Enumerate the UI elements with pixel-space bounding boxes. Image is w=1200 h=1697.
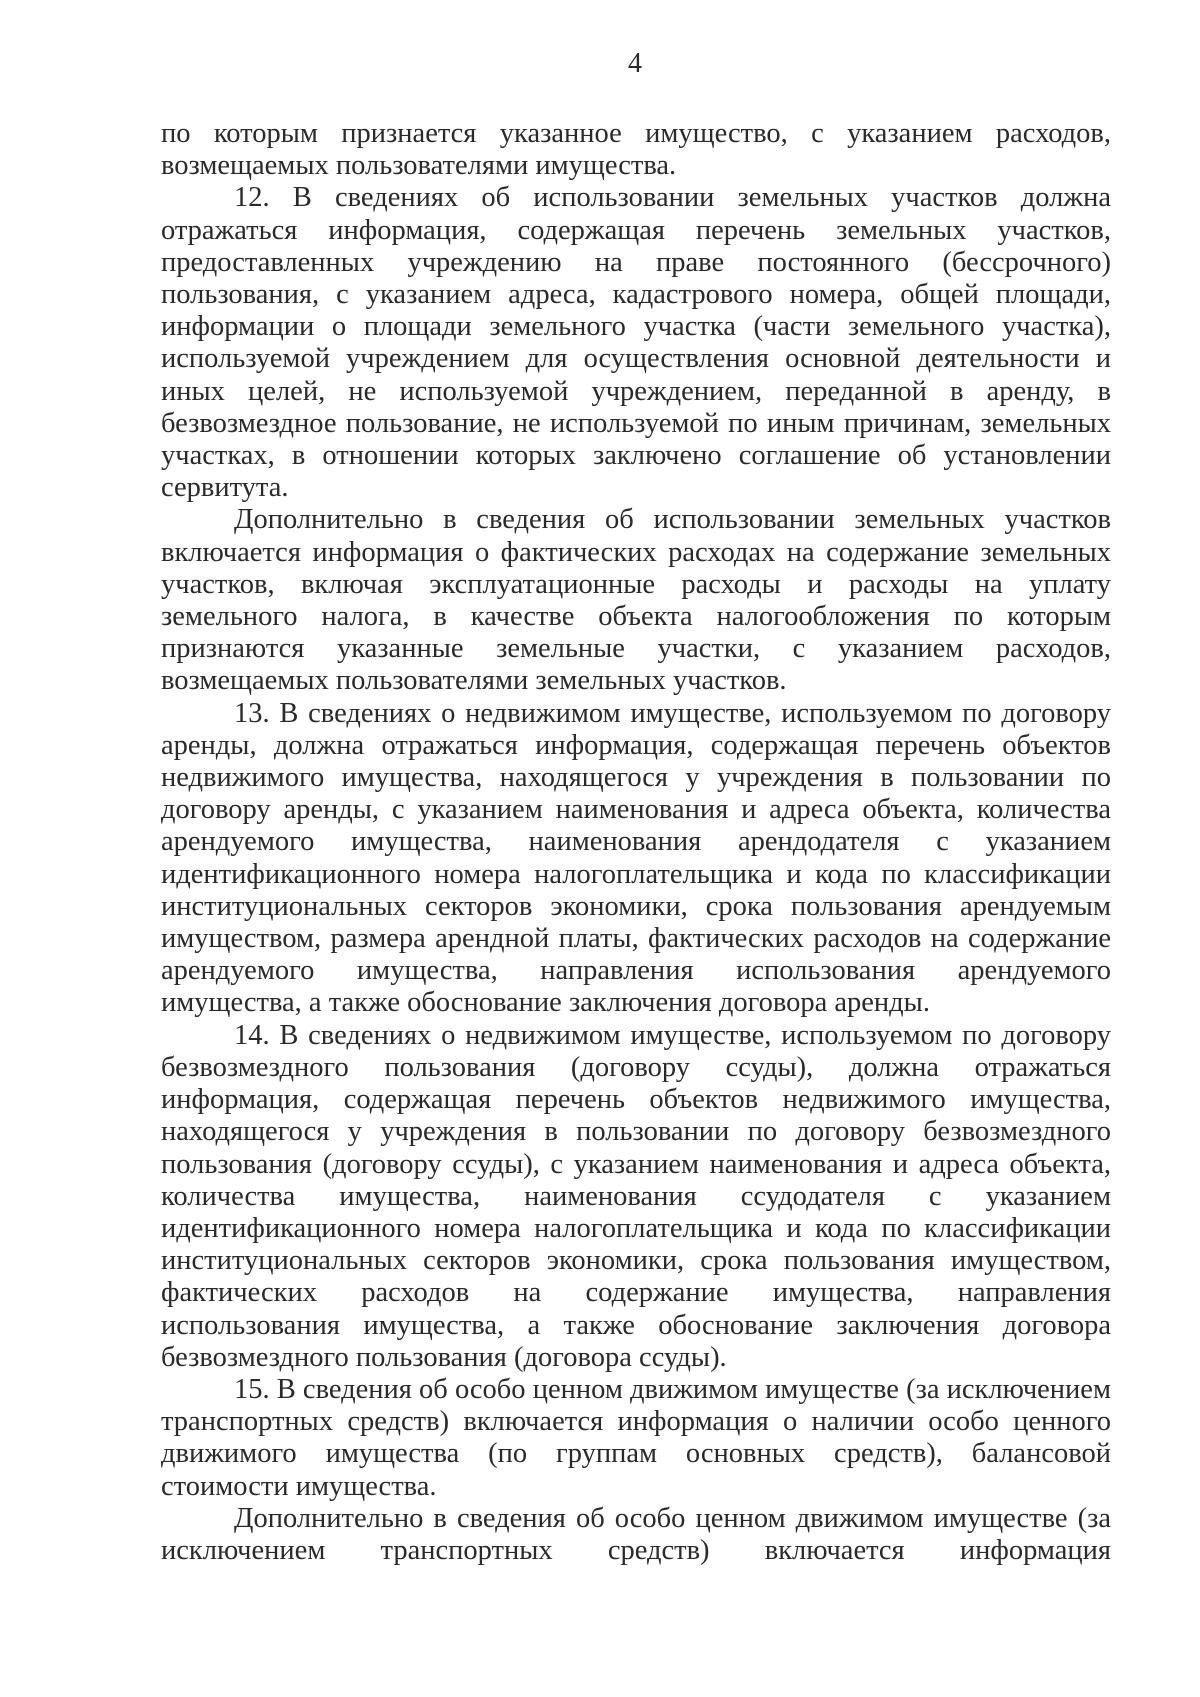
page-number: 4 bbox=[628, 48, 642, 79]
paragraph-item-12: 12. В сведениях об использовании земельных участков должна отражаться информация, содержащая перечень земельных участков, предоставленных учреждению на праве постоянного (бессрочного) пользования, с указанием адреса, кадастрового номера, общей площади, информации о площади земельного участка (части земельного участка), используемой учреждением для осуществления основной деятельности и иных целей, не используемой учреждением, переданной в аренду, в безвозмездное пользование, не используемой по иным причинам, земельных участках, в отношении которых заключено соглашение об установлении сервитута. bbox=[161, 182, 1111, 504]
paragraph-item-14: 14. В сведениях о недвижимом имуществе, используемом по договору безвозмездного пользования (договору ссуды), должна отражаться информация, содержащая перечень объектов недвижимого имущества, находящегося у учреждения в пользовании по договору безвозмездного пользования (договору ссуды), с указанием наименования и адреса объекта, количества имущества, наименования ссудодателя с указанием идентификационного номера налогоплательщика и кода по классификации институциональных секторов экономики, срока пользования имуществом, фактических расходов на содержание имущества, направления использования имущества, а также обоснование заключения договора безвозмездного пользования (договора ссуды). bbox=[161, 1019, 1111, 1373]
paragraph-item-12-additional: Дополнительно в сведения об использовании земельных участков включается информация о фактических расходах на содержание земельных участков, включая эксплуатационные расходы и расходы на уплату земельного налога, в качестве объекта налогообложения по которым признаются указанные земельные участки, с указанием расходов, возмещаемых пользователями земельных участков. bbox=[161, 504, 1111, 697]
paragraph-continuation: по которым признается указанное имущество, с указанием расходов, возмещаемых пользователями имущества. bbox=[161, 118, 1111, 182]
document-body bbox=[161, 118, 1111, 1567]
paragraph-item-15: 15. В сведения об особо ценном движимом имуществе (за исключением транспортных средств) включается информация о наличии особо ценного движимого имущества (по группам основных средств), балансовой стоимости имущества. bbox=[161, 1373, 1111, 1502]
paragraph-item-13: 13. В сведениях о недвижимом имуществе, используемом по договору аренды, должна отражаться информация, содержащая перечень объектов недвижимого имущества, находящегося у учреждения в пользовании по договору аренды, с указанием наименования и адреса объекта, количества арендуемого имущества, наименования арендодателя с указанием идентификационного номера налогоплательщика и кода по классификации институциональных секторов экономики, срока пользования арендуемым имуществом, размера арендной платы, фактических расходов на содержание арендуемого имущества, направления использования арендуемого имущества, а также обоснование заключения договора аренды. bbox=[161, 697, 1111, 1019]
paragraph-item-15-additional: Дополнительно в сведения об особо ценном движимом имуществе (за исключением транспортных средств) включается информация bbox=[161, 1502, 1111, 1566]
